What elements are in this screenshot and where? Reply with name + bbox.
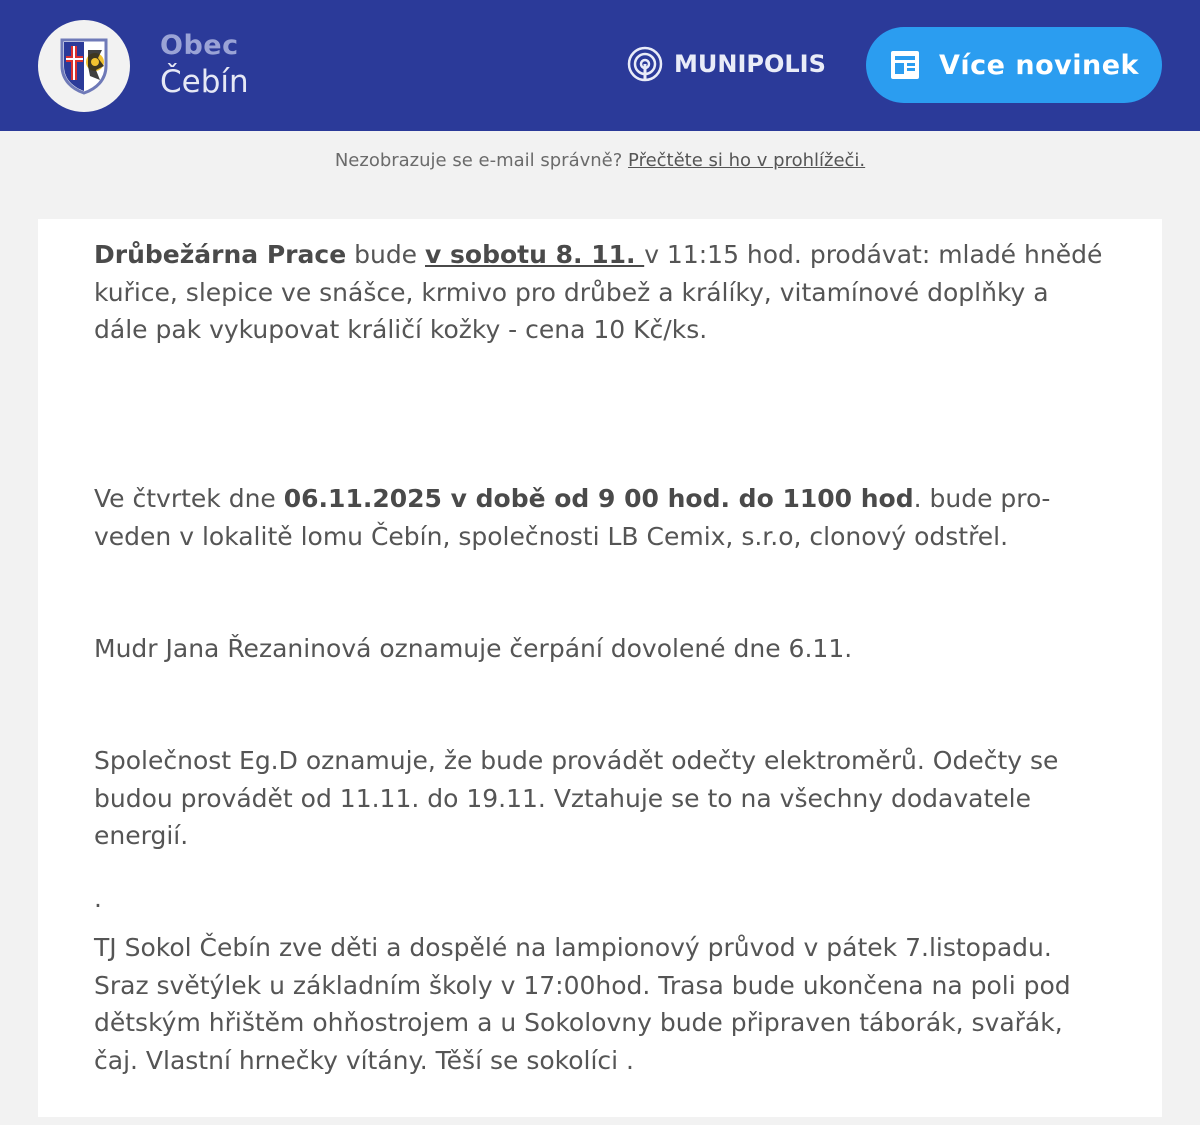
post-blasting-time: 06.11.2025 v době od 9 00 hod. do 1100 hod — [283, 484, 914, 513]
post-text: Společnost Eg.D oznamuje, že bude provádět odečty elektroměrů. Odečty se budou provádět od 11.11. do 19.11. Vztahuje se to na všechny dodavatele energií. — [94, 746, 1059, 850]
news-card — [38, 219, 1162, 1117]
brand-small: Obec — [160, 30, 239, 61]
broadcast-icon — [626, 45, 664, 83]
newspaper-icon — [889, 49, 921, 81]
logo[interactable] — [38, 20, 130, 112]
post-poultry-seller: Drůbežárna Prace — [94, 240, 347, 269]
post-text: bude — [346, 240, 426, 269]
post-text: Mudr Jana Řezaninová oznamuje čerpání dovolené dne 6.11. — [94, 634, 853, 663]
post-lantern-parade — [94, 929, 1106, 1079]
post-separator — [94, 880, 1106, 918]
post-doctor-leave — [94, 630, 1106, 668]
post-text: . bude proveden v lokalitě lomu Čebín, společnosti LB Cemix, s.r.o, clonový odstřel. — [94, 484, 1051, 551]
browser-notice — [0, 150, 1200, 171]
post-text: Ve čtvrtek dne — [94, 484, 284, 513]
header — [0, 0, 1200, 131]
partner-logo[interactable] — [626, 45, 826, 83]
partner-name: MUNIPOLIS — [674, 50, 826, 78]
post-text: TJ Sokol Čebín zve děti a dospělé na lampionový průvod v pátek 7.listopadu. Sraz světýlek u základním školy v 17:00hod. Trasa bude ukončena na poli pod dětským hřištěm ohňostrojem a u Sokolovny bude připraven táborák, svařák, čaj. Vlastní hrnečky vítány. Těší se sokolíci . — [94, 933, 1071, 1075]
view-in-browser-link[interactable]: Přečtěte si ho v prohlížeči. — [628, 150, 866, 171]
post-poultry-date: v sobotu 8. 11. — [425, 240, 645, 269]
brand-big: Čebín — [160, 64, 249, 100]
more-news-label: Více novinek — [939, 49, 1139, 81]
notice-text: Nezobrazuje se e-mail správně? — [334, 150, 623, 171]
post-text: v 11:15 hod. prodávat: mladé hnědé kuřice, slepice ve snášce, krmivo pro drůbež a králíky, vitamínové doplňky a dále pak vykupovat králičí kožky - cena 10 Kč/ks. — [94, 240, 1103, 344]
coat-of-arms-icon — [58, 36, 110, 96]
post-poultry-sale — [94, 236, 1106, 349]
more-news-button[interactable] — [866, 27, 1162, 103]
post-text: . — [94, 884, 102, 913]
post-blasting — [94, 480, 1106, 555]
post-meter-reading — [94, 742, 1106, 855]
